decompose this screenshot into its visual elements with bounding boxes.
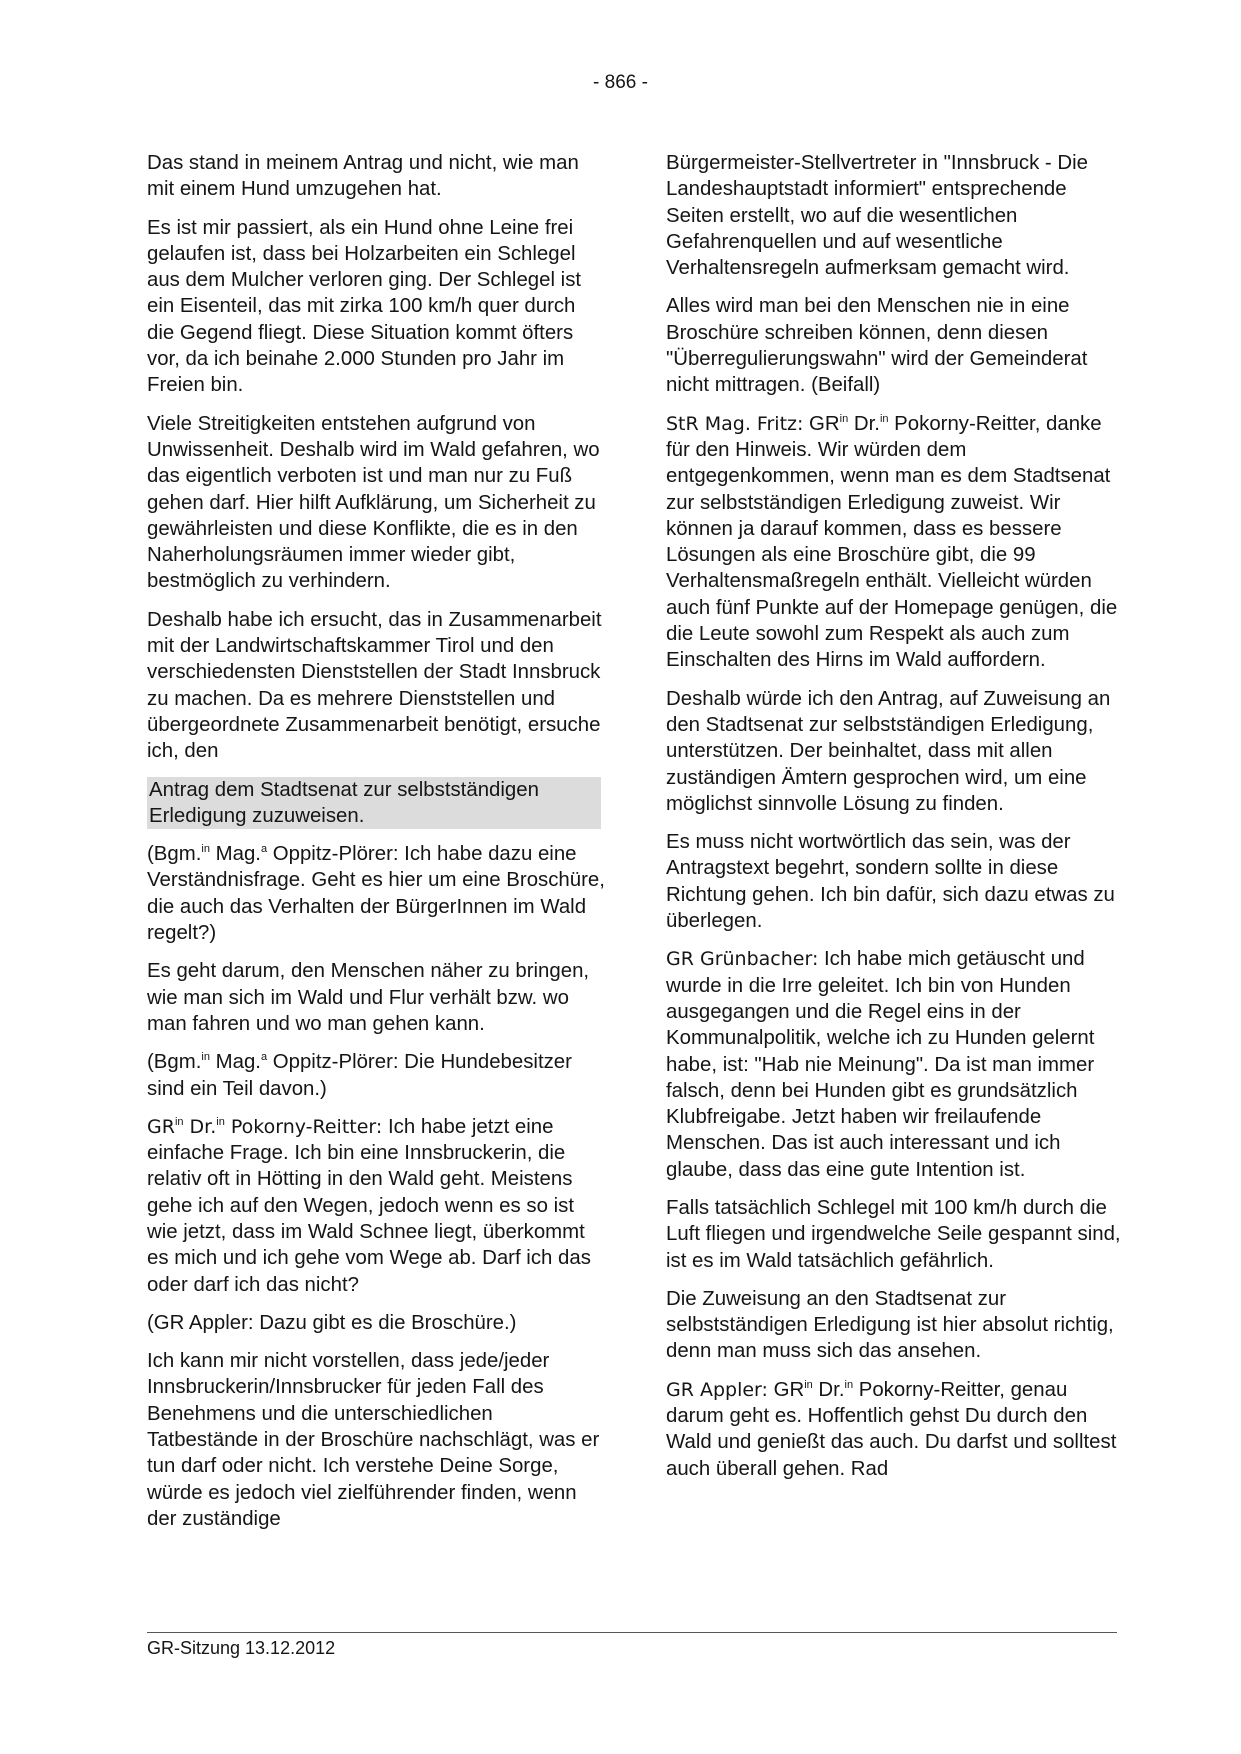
text: Ich habe mich getäuscht und wurde in die Irre geleitet. Ich bin von Hunden ausgegangen und die Regel eins in der Kommunalpolitik, welche ich zu Hunden gelernt habe, ist: "Hab nie Meinung". Da ist man immer falsch, denn bei Hunden gibt es grundsätzlich Klubfreigabe. Jetzt haben wir freilaufende Menschen. Das ist auch interessant und ich glaube, dass das eine gute Intention ist.: [666, 948, 1095, 1181]
superscript: in: [879, 412, 889, 425]
text: Dr.: [812, 1378, 845, 1401]
paragraph: Alles wird man bei den Menschen nie in eine Broschüre schreiben können, denn diesen "Überregulierungswahn" wird der Gemeinderat nicht mittragen. (Beifall): [666, 295, 1088, 397]
paragraph: Es muss nicht wortwörtlich das sein, was der Antragstext begehrt, sondern sollte in diese Richtung gehen. Ich bin dafür, sich dazu etwas zu überlegen.: [666, 831, 1115, 933]
superscript: in: [201, 843, 210, 856]
paragraph-speaker: [666, 411, 1126, 674]
paragraph: Bürgermeister-Stellvertreter in "Innsbruck - Die Landeshauptstadt informiert" entsprechende Seiten erstellt, wo auf die wesentlichen Gefahrenquellen und auf wesentliche Verhaltensregeln aufmerksam gemacht wird.: [666, 152, 1088, 280]
superscript: in: [174, 1116, 184, 1128]
text: (Bgm.: [147, 1051, 202, 1074]
paragraph-speaker: [666, 1377, 1126, 1482]
speaker-name: GR Grünbacher:: [666, 948, 819, 971]
paragraph: Das stand in meinem Antrag und nicht, wie man mit einem Hund umzugehen hat.: [147, 152, 579, 201]
footer-divider: [147, 1632, 1117, 1633]
footer-session: GR-Sitzung 13.12.2012: [147, 1638, 336, 1658]
speaker-name: GR Appler:: [666, 1378, 768, 1401]
text: Ich habe jetzt eine einfache Frage. Ich bin eine Innsbruckerin, die relativ oft in Hötting in den Wald geht. Meistens gehe ich auf den Wegen, jedoch wenn es so ist wie jetzt, dass im Wald Schnee liegt, überkommt es mich und ich gehe vom Wege ab. Darf ich das oder darf ich das nicht?: [147, 1115, 591, 1296]
paragraph-speaker: [147, 1114, 607, 1298]
paragraph: Deshalb habe ich ersucht, das in Zusammenarbeit mit der Landwirtschaftskammer Tirol und den verschiedensten Dienststellen der Stadt Innsbruck zu machen. Da es mehrere Dienststellen und übergeordnete Zusammenarbeit benötigt, ersuche ich, den: [147, 608, 602, 763]
text: (Bgm.: [147, 843, 202, 866]
superscript: in: [804, 1378, 813, 1391]
superscript: in: [201, 1051, 210, 1064]
superscript: in: [216, 1116, 225, 1128]
paragraph: Es geht darum, den Menschen näher zu bringen, wie man sich im Wald und Flur verhält bzw. wo man fahren und wo man gehen kann.: [147, 960, 590, 1035]
paragraph: Deshalb würde ich den Antrag, auf Zuweisung an den Stadtsenat zur selbstständigen Erledigung, unterstützen. Der beinhaltet, dass mit allen zuständigen Ämtern gesprochen wird, um eine möglichst sinnvolle Lösung zu finden.: [666, 687, 1111, 815]
paragraph: Ich kann mir nicht vorstellen, dass jede/jeder Innsbruckerin/Innsbrucker für jeden Fall des Benehmens und die unterschiedlichen Tatbestände in der Broschüre nachschlägt, was er tun darf oder nicht. Ich verstehe Deine Sorge, würde es jedoch viel zielführender finden, wenn der zuständige: [147, 1350, 600, 1530]
paragraph-interjection: (GR Appler: Dazu gibt es die Broschüre.): [147, 1311, 517, 1334]
right-column: [666, 150, 1126, 1494]
text: Mag.: [209, 843, 261, 866]
text: Mag.: [209, 1051, 261, 1074]
text: Pokorny-Reitter, genau darum geht es. Hoffentlich gehst Du durch den Wald und genießt das auch. Du darfst und solltest auch überall gehen. Rad: [666, 1378, 1117, 1480]
text: Oppitz-Plörer: Ich habe dazu eine Verständnisfrage. Geht es hier um eine Broschüre, die auch das Verhalten der BürgerInnen im Wald regelt?): [147, 843, 605, 945]
text: Oppitz-Plörer: Die Hundebesitzer sind ein Teil davon.): [147, 1051, 572, 1100]
highlighted-motion: Antrag dem Stadtsenat zur selbstständigen Erledigung zuzuweisen.: [147, 777, 601, 830]
speaker-name: Dr.: [183, 1115, 217, 1138]
paragraph-interjection: [147, 841, 607, 946]
superscript: in: [839, 412, 849, 425]
paragraph: Es ist mir passiert, als ein Hund ohne Leine frei gelaufen ist, dass bei Holzarbeiten ein Schlegel aus dem Mulcher verloren ging. Der Schlegel ist ein Eisenteil, das mit zirka 100 km/h quer durch die Gegend fliegt. Diese Situation kommt öfters vor, da ich beinahe 2.000 Stunden pro Jahr im Freien bin.: [147, 216, 582, 397]
text: Pokorny-Reitter, danke für den Hinweis. Wir würden dem entgegenkommen, wenn man es dem Stadtsenat zur selbstständigen Erledigung zuweist. Wir können ja darauf kommen, dass es bessere Lösungen als eine Broschüre gibt, die 99 Verhaltensmaßregeln enthält. Vielleicht würden auch fünf Punkte auf der Homepage genügen, die die Leute sowohl zum Respekt als auch zum Einschalten des Hirns im Wald auffordern.: [666, 412, 1118, 672]
paragraph: Viele Streitigkeiten entstehen aufgrund von Unwissenheit. Deshalb wird im Wald gefahren, wo das eigentlich verboten ist und man nur zu Fuß gehen darf. Hier hilft Aufklärung, um Sicherheit zu gewährleisten und diese Konflikte, die es in den Naherholungsräumen immer wieder gibt, bestmöglich zu verhindern.: [147, 412, 600, 593]
speaker-name: Pokorny-Reitter:: [224, 1115, 383, 1138]
superscript: a: [260, 1051, 268, 1064]
text: GR: [803, 412, 840, 435]
page-number: - 866 -: [593, 72, 648, 93]
superscript: in: [844, 1378, 854, 1391]
speaker-name: StR Mag. Fritz:: [666, 412, 804, 435]
text: GR: [767, 1378, 805, 1401]
left-column: [147, 150, 607, 1544]
paragraph-speaker: [666, 946, 1126, 1183]
paragraph-interjection: [147, 1049, 607, 1102]
paragraph: Die Zuweisung an den Stadtsenat zur selbstständigen Erledigung ist hier absolut richtig, denn man muss sich das ansehen.: [666, 1287, 1114, 1363]
speaker-name: GR: [147, 1115, 175, 1138]
text: Dr.: [848, 412, 880, 435]
superscript: a: [260, 843, 268, 856]
paragraph: Falls tatsächlich Schlegel mit 100 km/h durch die Luft fliegen und irgendwelche Seile gespannt sind, ist es im Wald tatsächlich gefährlich.: [666, 1196, 1121, 1272]
